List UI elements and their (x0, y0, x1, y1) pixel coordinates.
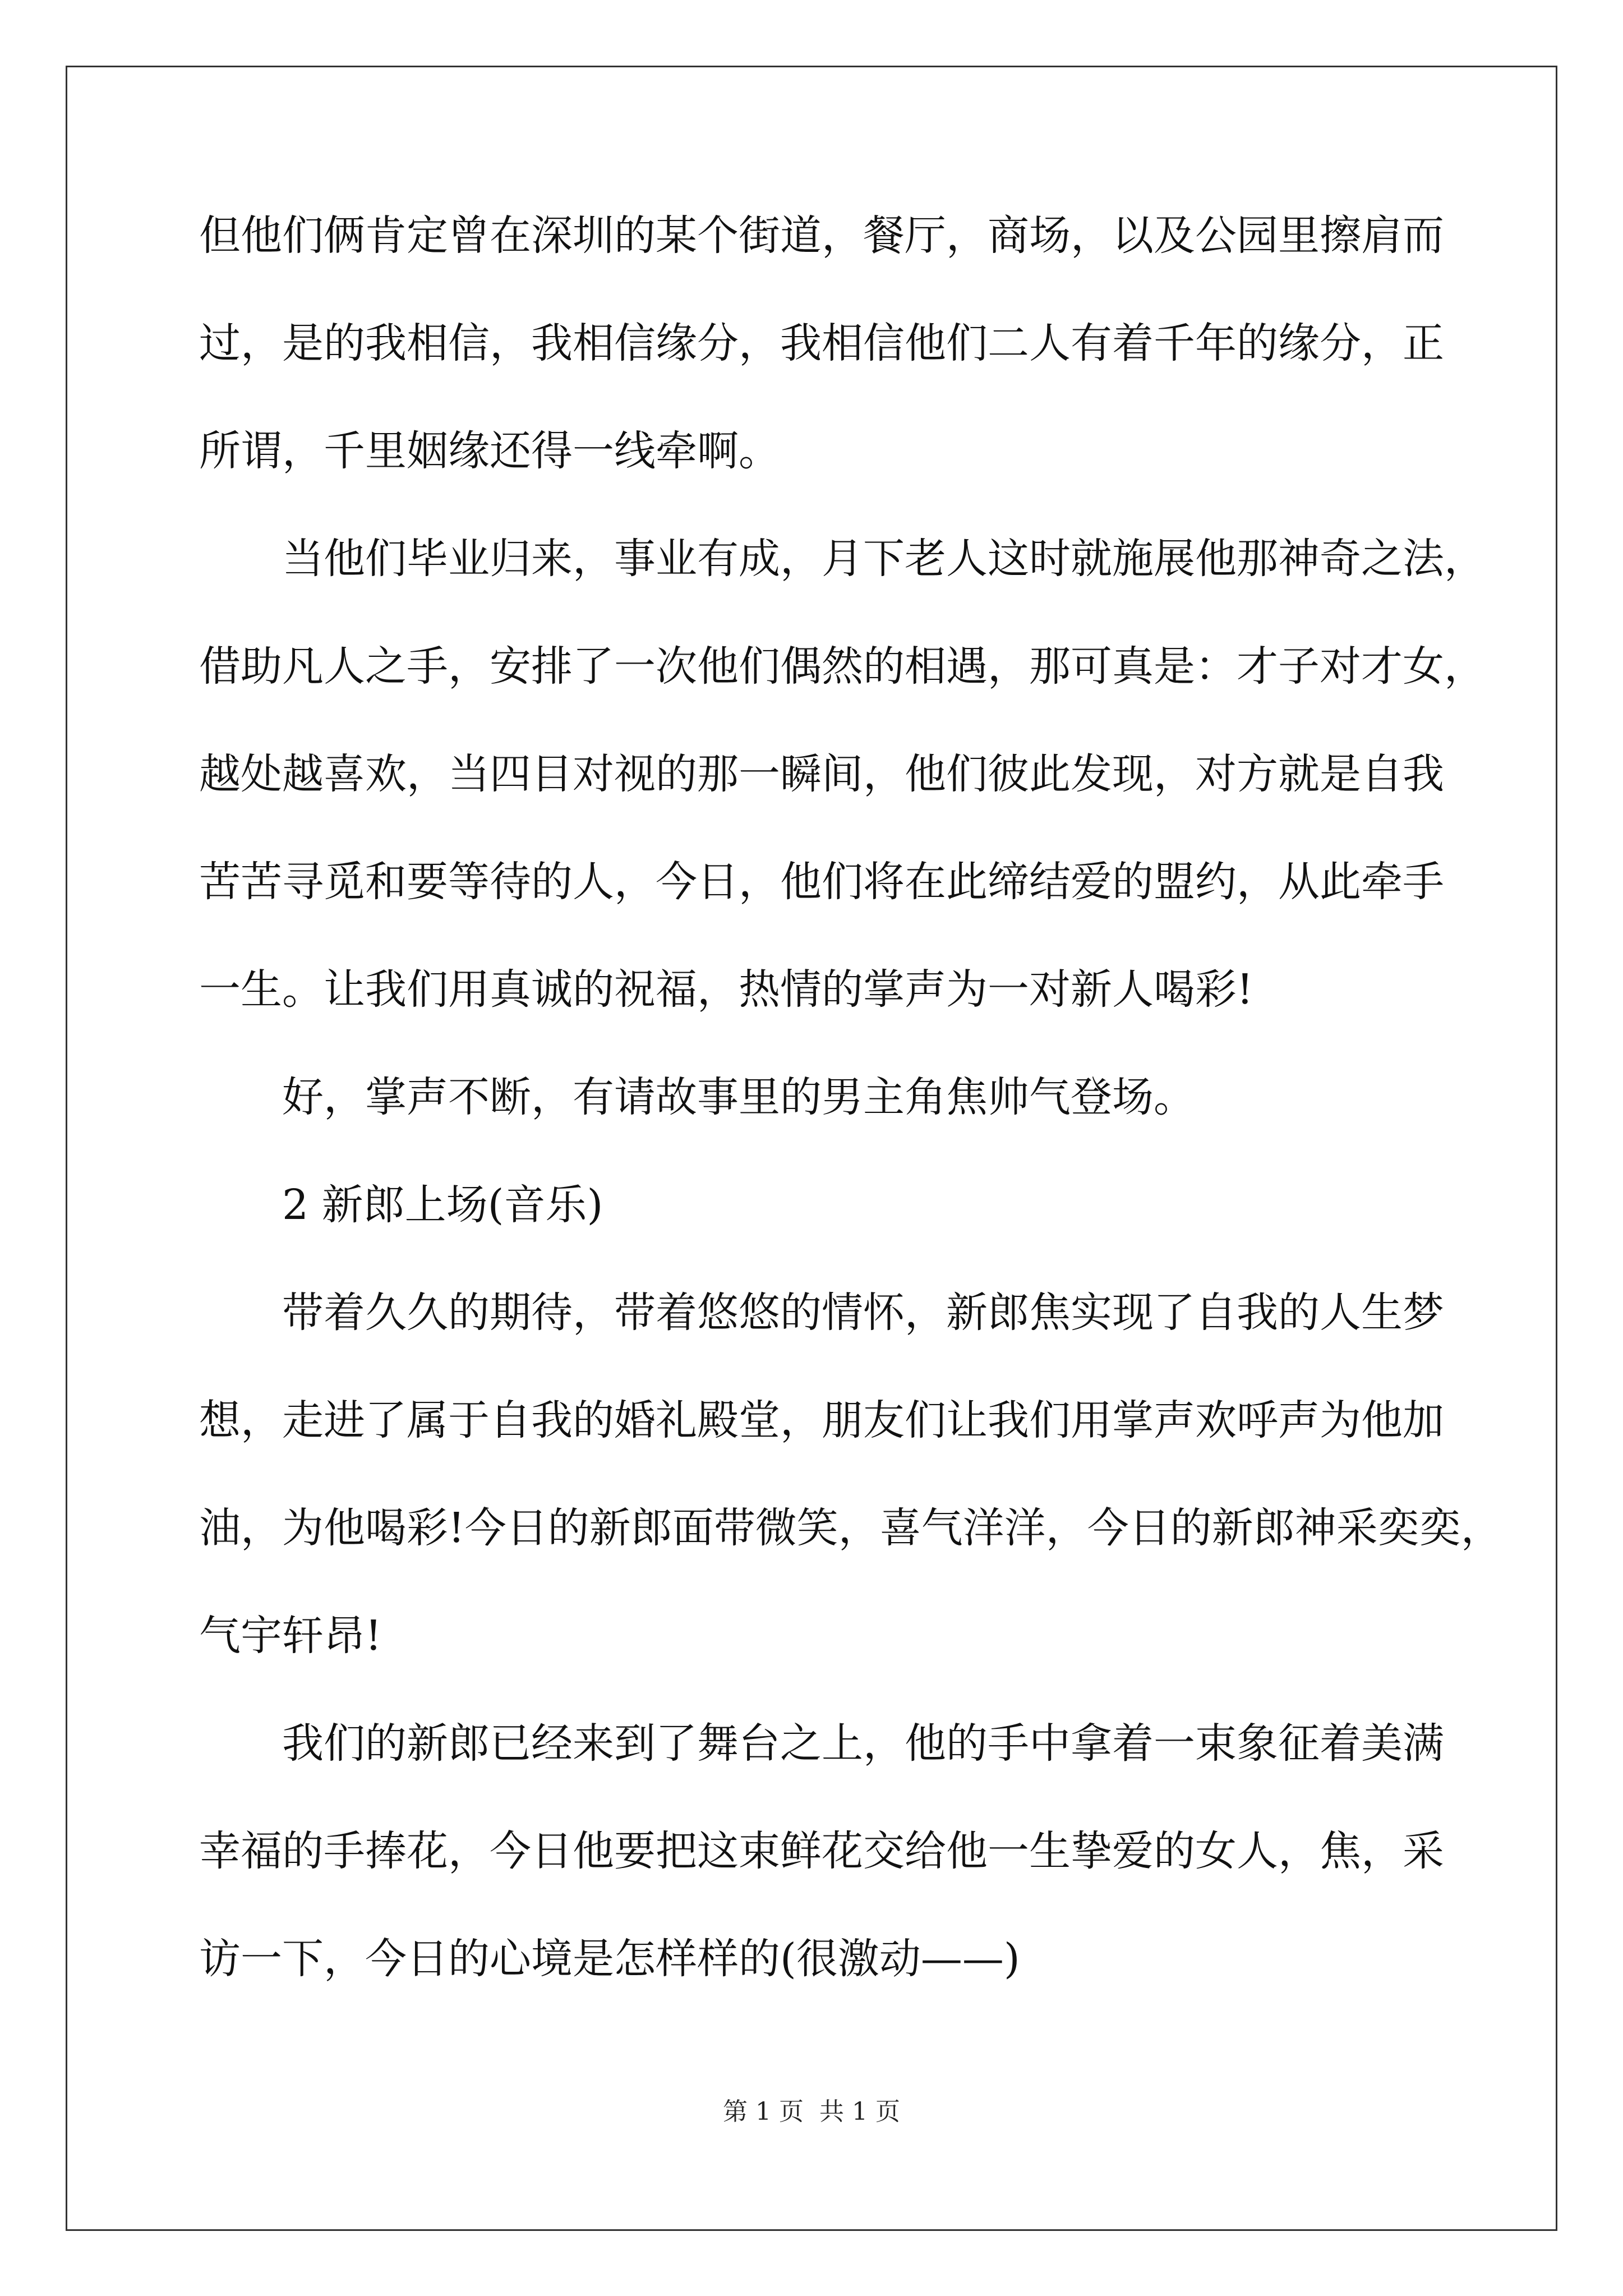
page-footer (0, 2095, 1623, 2129)
text-line: 幸福的手捧花，今日他要把这束鲜花交给他一生挚爱的女人，焦，采 (199, 1827, 1444, 1875)
text-line: 一生。让我们用真诚的祝福，热情的掌声为一对新人喝彩! (199, 965, 1253, 1014)
section-heading: 2 新郎上场(音乐) (282, 1181, 603, 1229)
text-line: 我们的新郎已经来到了舞台之上，他的手中拿着一束象征着美满 (282, 1719, 1444, 1768)
text-line: 越处越喜欢，当四目对视的那一瞬间，他们彼此发现，对方就是自我 (199, 750, 1444, 798)
page-number: 第 1 页 (723, 2097, 804, 2126)
text-line: 好，掌声不断，有请故事里的男主角焦帅气登场。 (282, 1073, 1195, 1121)
text-line: 想，走进了属于自我的婚礼殿堂，朋友们让我们用掌声欢呼声为他加 (199, 1396, 1444, 1444)
text-line: 访一下，今日的心境是怎样样的(很激动——) (199, 1935, 1020, 1983)
text-line: 当他们毕业归来，事业有成，月下老人这时就施展他那神奇之法， (282, 535, 1486, 583)
text-line: 气宇轩昂! (199, 1612, 382, 1660)
text-line: 带着久久的期待，带着悠悠的情怀，新郎焦实现了自我的人生梦 (282, 1289, 1444, 1337)
text-line: 油，为他喝彩!今日的新郎面带微笑，喜气洋洋，今日的新郎神采奕奕， (199, 1504, 1502, 1552)
page-border (66, 66, 1557, 2231)
text-line: 苦苦寻觅和要等待的人，今日，他们将在此缔结爱的盟约，从此牵手 (199, 858, 1444, 906)
text-line: 所谓，千里姻缘还得一线牵啊。 (199, 427, 780, 475)
text-line: 借助凡人之手，安排了一次他们偶然的相遇，那可真是：才子对才女， (199, 642, 1486, 691)
text-line: 过，是的我相信，我相信缘分，我相信他们二人有着千年的缘分，正 (199, 319, 1444, 367)
page-total: 共 1 页 (819, 2097, 900, 2126)
text-line: 但他们俩肯定曾在深圳的某个街道，餐厅，商场，以及公园里擦肩而 (199, 211, 1444, 260)
